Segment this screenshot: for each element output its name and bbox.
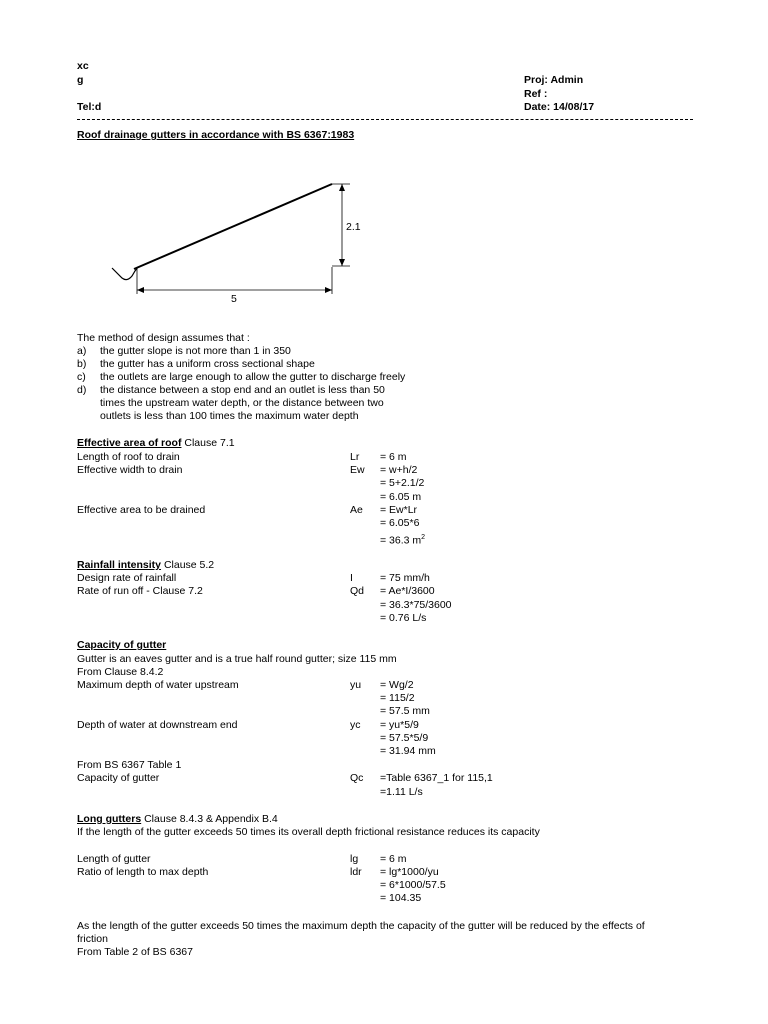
calc-symbol: Lr (350, 451, 360, 463)
calc-value: =Table 6367_1 for 115,1 (380, 772, 493, 784)
calc-value: = 31.94 mm (380, 745, 436, 757)
page-title: Roof drainage gutters in accordance with BS 6367:1983 (77, 129, 355, 141)
clause-ref: Clause 8.4.3 & Appendix B.4 (144, 813, 278, 825)
list-letter: b) (77, 358, 87, 370)
calc-value-with-unit (380, 531, 425, 548)
roof-gutter-diagram (100, 170, 380, 310)
reference-label: Ref : (524, 88, 548, 100)
list-text: the outlets are large enough to allow the gutter to discharge freely (100, 371, 406, 383)
calc-value: = 57.5*5/9 (380, 732, 429, 744)
calc-symbol: Qc (350, 772, 364, 784)
calc-value: = 6 m (380, 853, 407, 865)
clause-ref: Clause 5.2 (163, 559, 215, 571)
date-label: Date: 14/08/17 (524, 101, 595, 113)
company-address: g (77, 74, 84, 86)
company-name: xc (77, 60, 89, 72)
list-text: times the upstream water depth, or the distance between two (100, 397, 384, 409)
effective-area-heading-row (77, 437, 235, 450)
section-heading: Rainfall intensity (77, 559, 162, 571)
calc-symbol: lg (350, 853, 359, 865)
calc-value: = 6.05 m (380, 491, 422, 503)
calc-value: = 75 mm/h (380, 572, 430, 584)
calc-value: = 6*1000/57.5 (380, 879, 446, 891)
calc-value: = Wg/2 (380, 679, 414, 691)
section-heading: Capacity of gutter (77, 639, 167, 651)
calc-symbol: Qd (350, 585, 365, 597)
telephone: Tel:d (77, 101, 102, 113)
calc-value: = 6 m (380, 451, 407, 463)
width-dimension-label: 5 (231, 293, 237, 305)
list-text: outlets is less than 100 times the maximum water depth (100, 410, 359, 422)
clause-ref: From Clause 8.4.2 (77, 666, 164, 678)
table-ref: From BS 6367 Table 1 (77, 759, 182, 771)
calc-symbol: ldr (350, 866, 362, 878)
section-heading: Long gutters (77, 813, 142, 825)
calc-label: Rate of run off - Clause 7.2 (77, 585, 203, 597)
list-text: the gutter slope is not more than 1 in 350 (100, 345, 291, 357)
calc-symbol: Ae (350, 504, 363, 516)
calc-value: = 104.35 (380, 892, 422, 904)
calc-label: Design rate of rainfall (77, 572, 177, 584)
table-ref: From Table 2 of BS 6367 (77, 946, 193, 958)
conclusion-text: As the length of the gutter exceeds 50 times the maximum depth the capacity of the gutter will be reduced by the effects of (77, 920, 645, 932)
conclusion-text: friction (77, 933, 108, 945)
calc-value: = 5+2.1/2 (380, 477, 425, 489)
calc-symbol: yc (350, 719, 361, 731)
height-dimension-label: 2.1 (346, 221, 361, 233)
list-letter: d) (77, 384, 87, 396)
calc-label: Effective area to be drained (77, 504, 206, 516)
assumptions-intro: The method of design assumes that : (77, 332, 250, 344)
calc-label: Ratio of length to max depth (77, 866, 209, 878)
calc-value: = 6.05*6 (380, 517, 420, 529)
calc-value: = 36.3 m (380, 534, 422, 547)
calc-symbol: yu (350, 679, 362, 691)
long-gutters-description: If the length of the gutter exceeds 50 times its overall depth frictional resistance reduces its capacity (77, 826, 540, 838)
calc-label: Effective width to drain (77, 464, 183, 476)
clause-ref: Clause 7.1 (184, 437, 235, 449)
calc-value: = 36.3*75/3600 (380, 599, 452, 611)
section-heading: Effective area of roof (77, 437, 182, 449)
long-gutters-heading-row (77, 813, 278, 826)
calc-value: = Ae*I/3600 (380, 585, 435, 597)
list-letter: c) (77, 371, 86, 383)
calc-value: = 115/2 (380, 692, 415, 704)
roof-slope-line (134, 184, 332, 269)
arrow-right (325, 287, 332, 293)
list-text: the gutter has a uniform cross sectional shape (100, 358, 315, 370)
arrow-up (339, 184, 345, 191)
calc-value: =1.11 L/s (380, 786, 423, 798)
calc-label: Length of roof to drain (77, 451, 180, 463)
arrow-down (339, 259, 345, 266)
arrow-left (137, 287, 144, 293)
calc-label: Capacity of gutter (77, 772, 160, 784)
list-text: the distance between a stop end and an outlet is less than 50 (100, 384, 385, 396)
project-label: Proj: Admin (524, 74, 584, 86)
header-divider (77, 119, 693, 120)
calc-symbol: Ew (350, 464, 365, 476)
calc-label: Maximum depth of water upstream (77, 679, 239, 691)
capacity-description: Gutter is an eaves gutter and is a true half round gutter; size 115 mm (77, 653, 397, 665)
calc-label: Depth of water at downstream end (77, 719, 238, 731)
calc-value: = lg*1000/yu (380, 866, 439, 878)
calc-symbol: I (350, 572, 353, 584)
calc-value: = 57.5 mm (380, 705, 430, 717)
calc-value: = w+h/2 (380, 464, 418, 476)
rainfall-heading-row (77, 559, 214, 572)
calc-label: Length of gutter (77, 853, 151, 865)
calc-value: = Ew*Lr (380, 504, 418, 516)
calc-value: = 0.76 L/s (380, 612, 427, 624)
calc-value: = yu*5/9 (380, 719, 419, 731)
list-letter: a) (77, 345, 87, 357)
unit-superscript: 2 (421, 534, 426, 541)
